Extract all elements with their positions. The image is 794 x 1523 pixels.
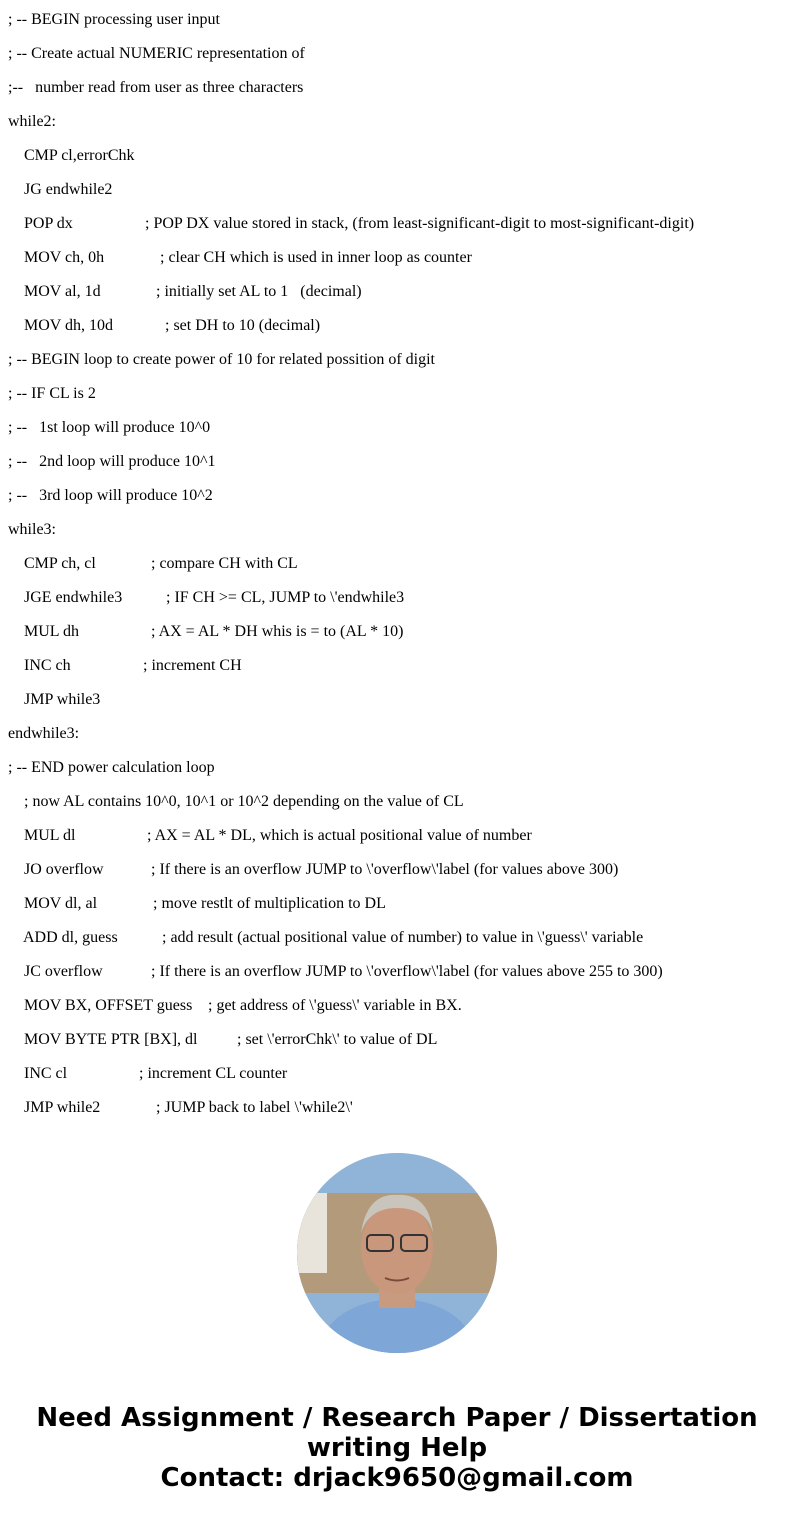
code-line bbox=[24, 180, 794, 200]
code-line bbox=[8, 520, 788, 540]
code-line bbox=[24, 690, 794, 710]
code-text: JC overflow bbox=[24, 963, 103, 980]
code-text: endwhile3: bbox=[8, 725, 80, 742]
code-text: MOV dh, 10d bbox=[24, 317, 114, 334]
code-text: ; -- IF CL is 2 bbox=[8, 385, 96, 402]
code-line bbox=[8, 486, 788, 506]
code-comment: ; increment CL counter bbox=[139, 1065, 288, 1082]
code-comment: ; set \'errorChk\' to value of DL bbox=[237, 1031, 438, 1048]
code-line bbox=[8, 10, 788, 30]
code-line bbox=[8, 384, 788, 404]
code-text: JMP while2 bbox=[24, 1099, 101, 1116]
code-text: MUL dh bbox=[24, 623, 79, 640]
code-line bbox=[24, 962, 794, 982]
code-line bbox=[24, 588, 794, 608]
code-text: INC ch bbox=[24, 657, 71, 674]
code-text: JO overflow bbox=[24, 861, 104, 878]
code-text: MOV BX, OFFSET guess bbox=[24, 997, 193, 1014]
footer-line-3: Contact: drjack9650@gmail.com bbox=[160, 1463, 634, 1493]
code-line bbox=[24, 214, 794, 234]
code-comment: ; compare CH with CL bbox=[151, 555, 298, 572]
code-text: ; -- Create actual NUMERIC representation of bbox=[8, 45, 305, 62]
code-text: ; now AL contains 10^0, 10^1 or 10^2 depending on the value of CL bbox=[24, 793, 464, 810]
person-portrait-icon bbox=[297, 1153, 497, 1353]
code-text: POP dx bbox=[24, 215, 73, 232]
code-text: CMP ch, cl bbox=[24, 555, 96, 572]
code-text: MOV al, 1d bbox=[24, 283, 101, 300]
code-text: CMP cl,errorChk bbox=[24, 147, 135, 164]
code-text: ; -- 1st loop will produce 10^0 bbox=[8, 419, 211, 436]
code-line bbox=[8, 452, 788, 472]
code-line bbox=[8, 350, 788, 370]
code-text: MUL dl bbox=[24, 827, 76, 844]
code-line bbox=[24, 860, 794, 880]
code-comment: ; set DH to 10 (decimal) bbox=[165, 317, 321, 334]
code-line bbox=[8, 112, 788, 132]
code-comment: ; POP DX value stored in stack, (from least-significant-digit to most-significant-digit) bbox=[145, 215, 695, 232]
contact-banner bbox=[0, 1403, 794, 1493]
code-line bbox=[24, 316, 794, 336]
code-line bbox=[24, 656, 794, 676]
code-line bbox=[24, 826, 794, 846]
code-line bbox=[24, 1030, 794, 1050]
code-line bbox=[8, 418, 788, 438]
code-line bbox=[24, 792, 794, 812]
code-line bbox=[24, 248, 794, 268]
code-line bbox=[23, 928, 794, 948]
code-line bbox=[24, 1064, 794, 1084]
code-text: ; -- END power calculation loop bbox=[8, 759, 215, 776]
code-comment: ; initially set AL to 1 (decimal) bbox=[156, 283, 362, 300]
code-comment: ; If there is an overflow JUMP to \'overflow\'label (for values above 300) bbox=[151, 861, 619, 878]
code-text: MOV BYTE PTR [BX], dl bbox=[24, 1031, 198, 1048]
code-text: JG endwhile2 bbox=[24, 181, 113, 198]
code-line bbox=[24, 996, 794, 1016]
code-text: MOV ch, 0h bbox=[24, 249, 105, 266]
code-comment: ; JUMP back to label \'while2\' bbox=[156, 1099, 353, 1116]
code-comment: ; move restlt of multiplication to DL bbox=[153, 895, 386, 912]
code-line bbox=[8, 724, 788, 744]
code-line bbox=[24, 282, 794, 302]
code-text: INC cl bbox=[24, 1065, 68, 1082]
code-comment: ; add result (actual positional value of number) to value in \'guess\' variable bbox=[162, 929, 644, 946]
code-text: JGE endwhile3 bbox=[24, 589, 123, 606]
code-comment: ; If there is an overflow JUMP to \'overflow\'label (for values above 255 to 300) bbox=[151, 963, 663, 980]
author-photo bbox=[297, 1153, 497, 1353]
code-text: while2: bbox=[8, 113, 56, 130]
code-comment: ; AX = AL * DH whis is = to (AL * 10) bbox=[151, 623, 404, 640]
code-text: ;-- number read from user as three characters bbox=[8, 79, 304, 96]
code-text: JMP while3 bbox=[24, 691, 101, 708]
code-text: MOV dl, al bbox=[24, 895, 98, 912]
code-text: ; -- 3rd loop will produce 10^2 bbox=[8, 487, 213, 504]
code-comment: ; increment CH bbox=[143, 657, 242, 674]
code-line bbox=[24, 894, 794, 914]
code-text: ; -- BEGIN loop to create power of 10 for related possition of digit bbox=[8, 351, 435, 368]
code-line bbox=[24, 146, 794, 166]
code-line bbox=[24, 1098, 794, 1118]
code-comment: ; AX = AL * DL, which is actual positional value of number bbox=[147, 827, 532, 844]
code-line bbox=[8, 78, 788, 98]
code-text: ADD dl, guess bbox=[23, 929, 118, 946]
code-comment: ; clear CH which is used in inner loop as counter bbox=[160, 249, 472, 266]
code-line bbox=[24, 554, 794, 574]
code-text: ; -- 2nd loop will produce 10^1 bbox=[8, 453, 216, 470]
code-text: ; -- BEGIN processing user input bbox=[8, 11, 220, 28]
code-line bbox=[24, 622, 794, 642]
code-comment: ; IF CH >= CL, JUMP to \'endwhile3 bbox=[166, 589, 405, 606]
code-comment: ; get address of \'guess\' variable in BX. bbox=[208, 997, 462, 1014]
footer-line-1: Need Assignment / Research Paper / Dissertation bbox=[36, 1403, 758, 1433]
code-line bbox=[8, 44, 788, 64]
footer-line-2: writing Help bbox=[306, 1433, 488, 1463]
code-line bbox=[8, 758, 788, 778]
code-text: while3: bbox=[8, 521, 56, 538]
